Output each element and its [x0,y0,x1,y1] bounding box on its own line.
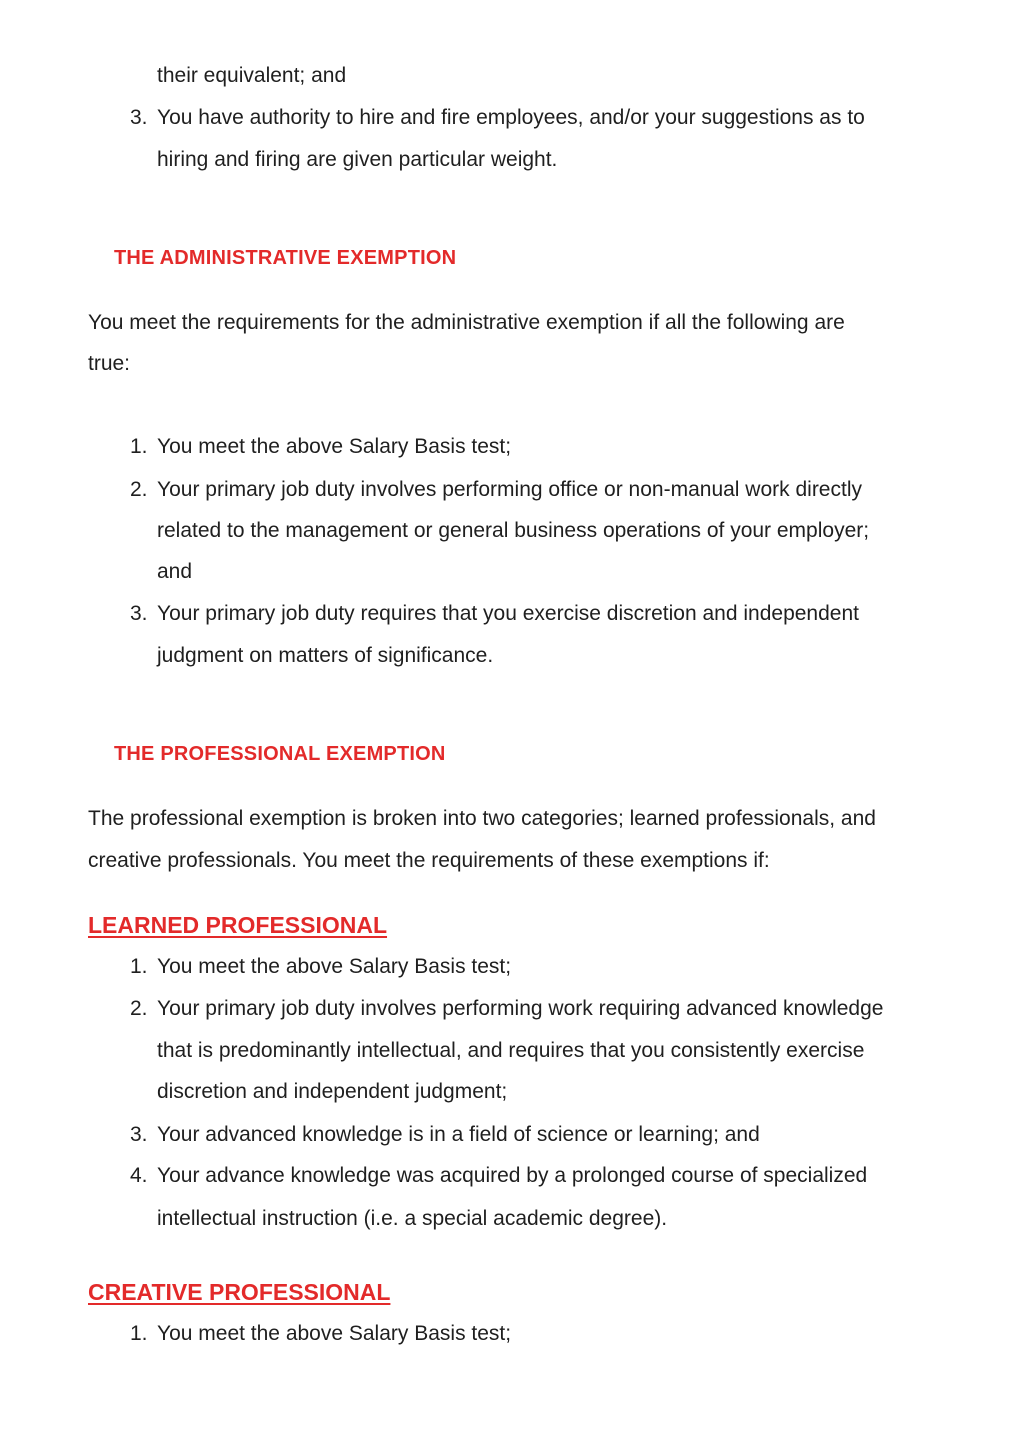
list-number: 1. [130,955,148,978]
list-number: 2. [130,997,148,1020]
list-item-line: Your primary job duty involves performing work requiring advanced knowledge [157,997,884,1020]
list-item-line: Your primary job duty involves performing office or non-manual work directly [157,478,862,501]
list-item-line: You have authority to hire and fire employees, and/or your suggestions as to [157,106,865,129]
list-number: 3. [130,1123,148,1146]
list-item-continuation: their equivalent; and [157,64,347,87]
list-item-line: that is predominantly intellectual, and requires that you consistently exercise [157,1039,865,1062]
list-number: 3. [130,602,148,625]
list-number: 3. [130,106,148,129]
list-item-line: hiring and firing are given particular weight. [157,148,558,171]
subheading-creative-professional: CREATIVE PROFESSIONAL [88,1279,391,1305]
paragraph-line: true: [88,352,131,375]
list-item-line: You meet the above Salary Basis test; [157,435,512,458]
list-number: 4. [130,1164,148,1187]
paragraph-line: The professional exemption is broken into two categories; learned professionals, and [88,807,876,830]
list-number: 1. [130,435,148,458]
section-heading-administrative: THE ADMINISTRATIVE EXEMPTION [114,247,457,269]
list-item-line: judgment on matters of significance. [157,644,494,667]
list-item-line: and [157,560,193,583]
list-item-line: Your primary job duty requires that you exercise discretion and independent [157,602,859,625]
paragraph-line: creative professionals. You meet the requirements of these exemptions if: [88,849,770,872]
list-item-line: You meet the above Salary Basis test; [157,955,512,978]
subheading-learned-professional: LEARNED PROFESSIONAL [88,912,388,938]
list-item-line: discretion and independent judgment; [157,1080,508,1103]
list-item-line: Your advance knowledge was acquired by a prolonged course of specialized [157,1164,868,1187]
list-item-line: intellectual instruction (i.e. a special academic degree). [157,1207,668,1230]
list-item-line: Your advanced knowledge is in a field of science or learning; and [157,1123,760,1146]
section-heading-professional: THE PROFESSIONAL EXEMPTION [114,743,446,765]
list-item-line: related to the management or general business operations of your employer; [157,519,870,542]
list-number: 2. [130,478,148,501]
list-number: 1. [130,1322,148,1345]
list-item-line: You meet the above Salary Basis test; [157,1322,512,1345]
paragraph-line: You meet the requirements for the administrative exemption if all the following are [88,311,845,334]
